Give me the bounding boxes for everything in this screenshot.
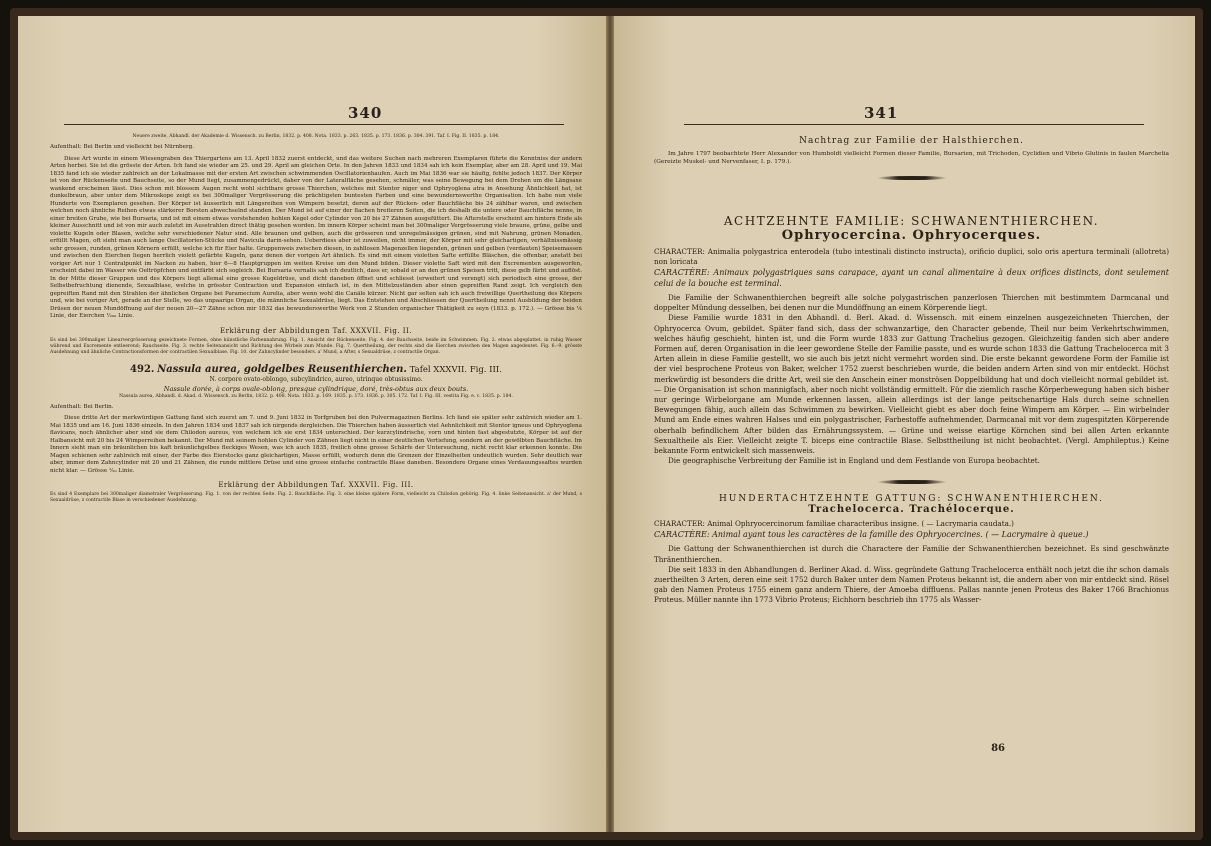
family-character-latin: CHARACTER: Animalia polygastrica enterodela (tubo intestinali distincto instructa), orificio duplici, solo oris apertura terminali (allotreta) non loricata	[654, 247, 1169, 266]
genus-title: HUNDERTACHTZEHNTE GATTUNG: SCHWANENTHIERCHEN.	[718, 494, 1105, 505]
figure-explanation-heading: Erklärung der Abbildungen Taf. XXXVII. Fig. II.	[219, 326, 413, 335]
header-rule-left	[64, 124, 564, 125]
species-plate-ref: Tafel XXXVII. Fig. III.	[409, 364, 502, 375]
page-number-left: 340	[348, 104, 383, 122]
ornament-divider-2	[877, 480, 947, 484]
left-page	[18, 16, 606, 832]
family-character-french: CARACTÈRE: Animaux polygastriques sans carapace, ayant un canal alimentaire à deux orifices distincts, dont seulement celui de la bouche est terminal.	[654, 268, 1169, 288]
signature-mark: 86	[991, 743, 1005, 754]
species-heading	[50, 364, 582, 375]
figure-explanation-text-2: Es sind 4 Exemplare bei 300maliger diametraler Vergrösserung. Fig. 1. von der rechten Seite. Fig. 2. Bauchfläche. Fig. 3. eine kleine spätere Form, vielleicht zu Chilodon gehörig. Fig. 4. linke Seitenansicht. a' der Mund, s Sexualdrüse, z contractile Blase in verschiedener Ausdehnung.	[50, 492, 582, 503]
header-rule-right	[684, 124, 1144, 125]
body-paragraph-2: Diese dritte Art der merkwürdigen Gattung fand sich zuerst am 7. und 9. Juni 1832 in Torfgruben bei den Pulvermagazinen Berlins. Ich fand sie später sehr zahlreich wieder am 1. Mai 1835 und am 16. Juni 1836 einzeln. In den Jahren 1834 und 1837 sah ich nirgends dergleichen. Die Thierchen haben äusserlich viel Aehnlichkeit mit Stentor igneus und Ophryoglena flavicans, noch ähnlicher aber sind sie dem Chilodon aureus, von welchem ich sie erst 1834 unterschied. Der kurzcylindrische, vorn und hinten fast abgestutzte, Körper ist auf der Halbansicht mit 20 bis 24 Wimperreihen bekannt. Der Mund mit seinem hohlen Cylinder von Zähnen liegt nicht in einer deutlichen Vertiefung, sondern an der gewölbten Bauchfläche. Im Innern sieht man ein bräunlichen bis kaft bräunlichgelbes fleckiges Wesen, was ich auch 1835, freilich ohne grosse Schärfe der Untersuchung, nicht recht klar erkennen konnte. Die Magen schienen sehr zahlreich mit einer, der Farbe des Eierstocks ganz gleichartigen, Masse erfüllt, wodurch denn die Grenzen der Einzelheiten undeutlich wurden. Sehr deutlich war aber, immer dem Zahncylinder mit 20 und 21 Zähnen, die runde mittlere Drüse und eine grosse einfache contractile Blase daneben. Besondere Organe eines Verdauungssaftes wurden nicht klar. — Grösse ¹⁄₂₀ Linie.	[50, 415, 582, 474]
family-paragraph-1: Die Familie der Schwanenthierchen begreift alle solche polygastrischen panzerlosen Thierchen mit bestimmtem Darmcanal und doppelter Mündung desselben, bei denen nur die Mundöffnung an einem Körperende liegt.	[654, 293, 1169, 313]
species-number: 492.	[130, 363, 155, 375]
body-paragraph: Diese Art wurde in einem Wiesengraben des Thiergartens am 13. April 1832 zuerst entdeckt, und das weitere Suchen nach mehreren Exemplaren führte die Kenntniss der andern Arten herbei. Sie ist die grösste der Arten. Ich fand sie wieder am 25. und 29. April am gleichen Orte. In den Jahren 1833 und 1834 sah ich kein Exemplar, aber am 28. April und 19. Mai 1835 fand ich sie wieder zahlreich an der Lokalmasse mit der ersten Art zwischen schwimmenden Oscillatorienhaufen. Auch im Mai 1836 war sie häufig, fehlte jedoch 1837. Der Körper ist von der Rückenseite und Bauchseite, so der Mund liegt, zusammengedrückt, daher von der Lateralfläche gesehen, schmäler, was seine Bewegung bei dem Drehen um die Längsaxe wankend erscheinen lässt. Dies schon mit blossem Augen recht wohl sichtbare grosse Thierchen, welches mit Stentor niger und Ophryoglena atra in Ansehung Ähnlichkeit hat, ist dunkelbraun, aber unter dem Mikroskope zeigt es bei 300maliger Vergrösserung die prächtigsten buntesten Farben und eine bewundernswerthe Organisation. Ich habe nun viele Hunderte von Exemplaren gesehen. Der Körper ist äusserlich mit Längsreihen von Wimpern besetzt, deren auf der Rücken- oder Bauchfläche bis 24 zählbar waren, und zwischen welchen noch ähnliche Reihen etwas stärkerer Borsten abwechselnd standen. Der Mund ist auf einer der flachen breiteren Seiten, die ich deshalb die untere oder Bauchfläche nenne, in einer breiten Grube, wie bei Bursaria, und ist mit einem etwas vorstehenden hohlen Kegel oder Cylinder von 20 bis 27 Zähnen ausgefüttert. Die Afterstelle erscheint am hintern Ende als kleiner Ausschnitt und ist von mir auch zuletzt im Ausstrahlen direct thätig gesehen worden. Im innern Körper scheint man bei 300maliger Vergrösserung viele braune, grüne, gelbe und violette Kugeln oder Blasen, welche sehr verschiedener Natur sind. Alle braunen und gelben, auch die grösseren und unregelmässigen grünen, sind mit Nahrung, grünen Monaden, erfüllt Magen, oft sieht man auch lange Oscillatorien-Stücke und Navicula darin-sehen. Ueberdiess aber ist zuweilen, nicht immer, der Körper mit sehr gleichartigen, verhältnissmässig sehr grossen, runden, grünen Körnern erfüllt, welche ich für Eier halte. Gruppenweis zwischen diesen, in zahllosen Magenzellen liegenden, grünen und gelben (verdauten) Speisemassen und zwischen den Eierchen liegen herrlich violett gefärbte Kugeln, ganz denen der vorigen Art ähnlich. Es sind mit einem violetten Safte erfüllte Bläschen, die offenbar, anstatt bei voriger Art nur 1 Centralpunkt im Nacken zu haben, hier 6—8 Hauptgruppen im weiten Kreise um den Mund bilden. Dieser violette Saft wird mit den Excrementen ausgeworfen, erscheint dabei im Wasser wie Oeltröpfchen und entfärbt sich sogleich. Bei Bursaria vernalis sah ich deutlich, dass er, sobald er an den grünen Speisen tritt, diese gelb färbt und auflöst. In der Mitte dieser Gruppen und des Körpers liegt allemal eine grosse Kugeldrüse, und dicht daneben öffnet und schliesst (erweitert und verengt) sich periodisch eine grosse, der Selbstbefruchtung dienende, Sexualblase, welche in grösster Contraction und Expansion einfach ist, in den Mittelzuständen aber einen gepreiften Rand zeigt. Ich vergleich den gepreiften Rand mit den Strahlen der ähnlichen Organe bei Paramecium Aurelia, aber wenn wohl die Canäle kürzer. Nicht gar selten sah ich auch freiwillige Quertheilung des Körpers und, wie bei voriger Art, gerade an der Stelle, wo das unpaarige Organ, die männliche Sexualdrüse, liegt. Das Entstehen und Abschliessen der Quertheilung nennt Ausbildung der beiden Drüsen der neuen Mundöffnung auf der neuen 20—27 Zähne schon mir 1832 das bewunderswerthe Werk von 2 Stunden organischer Thätigkeit zu seyn (1833. p. 172.). — Grösse bis ⅙ Linie, der Eierchen ¹⁄₂₀₀ Linie.	[50, 155, 582, 319]
aufenthalt-line-2: Aufenthalt: Bei Berlin.	[50, 403, 114, 410]
genus-character-french: CARACTÈRE: Animal ayant tous les caractères de la famille des Ophryocercines. ( — Lacrymaire à queue.)	[654, 530, 1089, 540]
ornament-divider	[877, 176, 947, 180]
family-paragraph-2: Diese Familie wurde 1831 in den Abhandl. d. Berl. Akad. d. Wissensch. mit einem einzelnen ausgezeichneten Thierchen, der Ophryocerca Ovum, gebildet. Später fand sich, dass der schwanzartige, den Character gebende, Theil nur beim Verkehrtschwimmen, welches häufig geschieht, hinten ist, und die Form wurde 1833 zur Gattung Trachelius gezogen. Gleichzeitig fanden sich aber andere Formen auf, deren Organisation in die leer gewordene Stelle der Familie passte, und es wurde schon 1833 die Gattung Trachelocerca mit 3 Arten allein in diese Familie gestellt, wo sie auch bis jetzt nicht vermehrt worden sind. Die erste bekannt gewordene Form der Familie ist der viel besprochene Proteus von Baker, welcher 1752 zuerst beschrieben wurde, die beiden andern Arten sind von mir entdeckt. Höchst merkwürdig ist besonders die dritte Art, weil sie den Anschein einer monströsen Doppelbildung hat und doch vielleicht normal gebildet ist. — Die Organisation ist schon mannigfach, aber noch nicht vollständig ermittelt. Für die ziemlich rasche Körperbewegung haben sich bisher nur geringe Wirbelorgane am Munde erkennen lassen, allein allerdings ist der lange peitschenartige Hals durch seine schnellen Bewegungen fähig, auch allein das Schwimmen zu bewirken. Vielleicht giebt es aber doch feine Wimpern am Körper. — Ein wirbelnder Mund am Ende eines wahren Halses und ein polygastrischer, Farbestoffe aufnehmender, Darmcanal mit vor dem zugespitzten Körperende oberhalb befindlichem After bilden das Ernährungssystem. — Grüne und weisse eiartige Körnchen sind bei allen Arten erkannte Sexualtheile als Eier. Vielleicht zeigte T. biceps eine contractile Blase. Selbsttheilung ist nicht beobachtet. (Vergl. Amphileptus.) Keine bekannte Form entwickelt sich massenweis.	[654, 313, 1169, 456]
aufenthalt-line: Aufenthalt: Bei Berlin und vielleicht bei Nürnberg.	[50, 144, 194, 150]
family-subtitle: Ophryocercina. Ophryocerques.	[781, 228, 1042, 243]
figure-explanation-text: Es sind bei 300maliger Linearvergrösserung gezeichnete Formen, ohne künstliche Farbennahrung. Fig. 1. Ansicht der Rückenseite, Fig. 4. der Bauchseite, beide im Schwimmen. Fig. 2. etwas abgeplattet, in ruhig Wasser während und Excremente entleerend; Rauchseite. Fig. 3. rechte Seitenansicht und Richtung des Wirbels zum Munde. Fig. 7. Quertheilung, der rechts sind die Eierchen zwischen den Magen angedeutet. Fig. 6.–9. grösste Ausdehnung und ähnliche Contractionsformen der contractilen Sexualblase. Fig. 10. der Zahncylinder besonders. a' Mund, a After, s Sexualdrüse, z contractile Organ.	[50, 337, 582, 355]
species-name: Nassula aurea, goldgelbes Reusenthierchen.	[157, 363, 407, 375]
reference-line-2: Nassula aurea, Abhandl. d. Akad. d. Wissensch. zu Berlin, 1832. p. 408. Nota. 1833. p. 169. 1835. p. 173. 1836. p. 305. 172. Taf. I. Fig. III. vestita Fig. e. c. 1835. p. 184.	[119, 393, 513, 399]
nachtrag-heading: Nachtrag zur Familie der Halsthierchen.	[799, 136, 1024, 146]
open-book	[10, 8, 1203, 840]
reference-line: Neuere zweite, Abhandl. der Akademie d. Wissensch. zu Berlin, 1832. p. 408. Nota. 1833. p. 263. 1835. p. 173. 1836. p. 304. 391. Taf. I. Fig. II. 1835. p. 184.	[132, 134, 500, 139]
family-paragraph-3: Die geographische Verbreitung der Familie ist in England und dem Festlande von Europa beobachtet.	[668, 456, 1040, 466]
page-number-right: 341	[864, 104, 899, 122]
book-gutter	[606, 16, 614, 832]
figure-explanation-heading-2: Erklärung der Abbildungen Taf. XXXVII. Fig. III.	[218, 481, 414, 489]
right-content	[654, 136, 1169, 606]
genus-paragraph-2: Die seit 1833 in den Abhandlungen d. Berliner Akad. d. Wiss. gegründete Gattung Trachelocerca enthält noch jetzt die ihr schon damals zuertheilten 3 Arten, deren eine seit 1752 durch Baker unter dem Namen Proteus bekannt ist, die andern aber von mir entdeckt sind. Rösel gab den Namen Proteus 1755 einem ganz andern Thiere, der Amoeba diffluens. Pallas nannte jenen Proteus des Baker 1766 Brachionus Proteus. Müller nannte ihn 1773 Vibrio Proteus; Eichhorn beschrieb ihn 1775 als Wasser-	[654, 564, 1169, 605]
right-page	[614, 16, 1195, 832]
species-french-diagnosis: Nassule dorée, à corps ovale-oblong, presque cylindrique, doré, très-obtus aux deux bouts.	[163, 384, 469, 393]
genus-subtitle: Trachelocerca. Trachélocerque.	[808, 504, 1015, 516]
nachtrag-text: Im Jahre 1797 beobachtete Herr Alexander von Humboldt vielleicht Formen dieser Familie, Bursarien, mit Trichoden, Cyclidien und Vibrio Glutinis in faulen Marchetia (Gereizte Muskel- und Nervenfaser, I. p. 179.).	[654, 151, 1169, 165]
genus-character-latin: CHARACTER: Animal Ophryocercinorum familiae characteribus insigne. ( — Lacrymaria caudata.)	[654, 519, 1014, 529]
genus-paragraph-1: Die Gattung der Schwanenthierchen ist durch die Charactere der Familie der Schwanenthierchen bezeichnet. Es sind geschwänzte Thränenthierchen.	[654, 544, 1169, 564]
family-title: ACHTZEHNTE FAMILIE: SCHWANENTHIERCHEN.	[723, 214, 1100, 228]
species-latin-diagnosis: N. corpore ovato-oblongo, subcylindrico, aureo, utrinque obtusissimo.	[209, 375, 423, 383]
left-content	[50, 134, 582, 504]
